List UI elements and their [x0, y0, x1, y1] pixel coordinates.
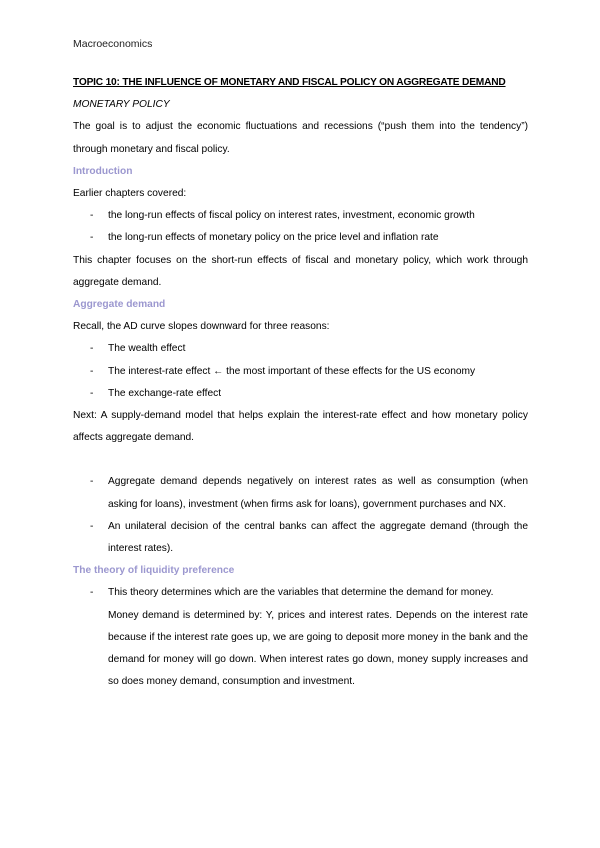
dash-marker: -: [90, 232, 94, 244]
introduction-closing: This chapter focuses on the short-run effects of fiscal and monetary policy, which work through aggregate demand.: [73, 254, 528, 288]
topic-title: TOPIC 10: THE INFLUENCE OF MONETARY AND FISCAL POLICY ON AGGREGATE DEMAND: [73, 77, 506, 88]
aggregate-demand-lead: Recall, the AD curve slopes downward for three reasons:: [73, 321, 330, 333]
list-item: - An unilateral decision of the central banks can affect the aggregate demand (through the interest rates).: [73, 516, 528, 560]
list-item: - Aggregate demand depends negatively on interest rates as well as consumption (when asking for loans), investment (when firms ask for loans), government purchases and NX.: [73, 471, 528, 515]
aggregate-demand-heading: Aggregate demand: [73, 299, 166, 311]
dash-marker: -: [90, 365, 94, 377]
list-item: - the long-run effects of fiscal policy on interest rates, investment, economic growth: [73, 205, 528, 227]
section-subtitle: MONETARY POLICY: [73, 99, 170, 111]
list-item: - the long-run effects of monetary policy on the price level and inflation rate: [73, 227, 528, 249]
liquidity-heading: The theory of liquidity preference: [73, 565, 235, 577]
aggregate-demand-reasons: [73, 338, 528, 405]
dash-marker: -: [90, 587, 94, 599]
dash-marker: -: [90, 387, 94, 399]
liquidity-detail: Money demand is determined by: Y, prices and interest rates. Depends on the interest rate because if the interest rate goes up, we are going to deposit more money in the bank and the demand for money will go down. When interest rates go down, money supply increases and so does money demand, consumption and investment.: [108, 609, 528, 688]
dash-marker: -: [90, 343, 94, 355]
aggregate-demand-next: Next: A supply-demand model that helps explain the interest-rate effect and how monetary policy affects aggregate demand.: [73, 410, 528, 444]
introduction-list: [73, 205, 528, 249]
introduction-lead: Earlier chapters covered:: [73, 188, 187, 200]
introduction-heading: Introduction: [73, 165, 133, 177]
spacer: [73, 449, 528, 471]
list-item: - This theory determines which are the variables that determine the demand for money.: [73, 582, 528, 604]
goal-paragraph: The goal is to adjust the economic fluctuations and recessions (“push them into the tendency”) through monetary and fiscal policy.: [73, 121, 528, 155]
dash-marker: -: [90, 476, 94, 488]
list-item: - The wealth effect: [73, 338, 528, 360]
liquidity-list: [73, 582, 528, 604]
document-body: [73, 72, 528, 693]
list-item: - The interest-rate effect ← the most important of these effects for the US economy: [73, 361, 528, 383]
dash-marker: -: [90, 520, 94, 532]
aggregate-demand-points: [73, 471, 528, 560]
dash-marker: -: [90, 210, 94, 222]
page-header: Macroeconomics: [73, 38, 153, 50]
list-item: - The exchange-rate effect: [73, 383, 528, 405]
